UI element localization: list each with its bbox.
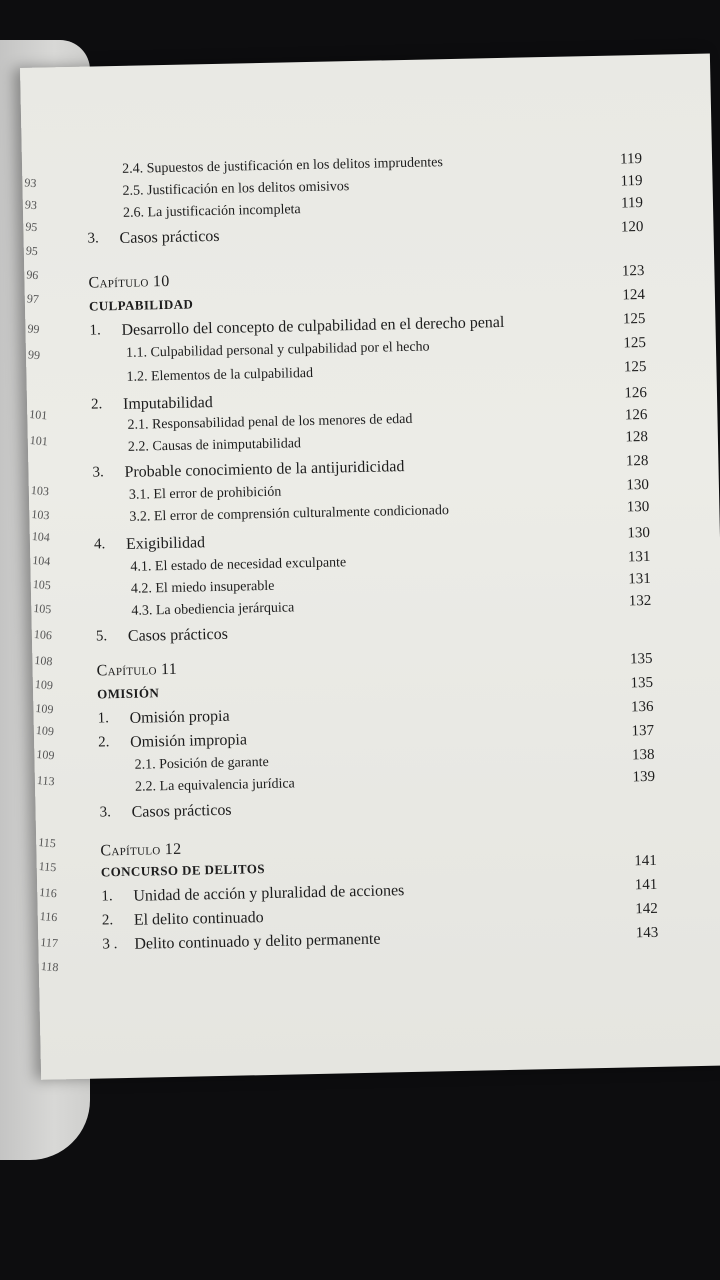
toc-entry-page: 138	[631, 746, 655, 764]
toc-entry-page: 119	[620, 194, 644, 212]
toc-entry-number: 5.	[95, 628, 108, 645]
margin-number: 101	[28, 406, 48, 423]
margin-number: 113	[36, 772, 56, 789]
toc-entry-number: 2.	[97, 734, 110, 751]
toc-entry-label: Casos prácticos	[127, 625, 229, 645]
toc-entry-page: 119	[620, 172, 643, 190]
toc-entry-page: 130	[627, 524, 651, 542]
toc-entry-label: Casos prácticos	[119, 227, 220, 247]
toc-entry-label: 3.1. El error de prohibición	[128, 484, 282, 503]
toc-entry-number: 2.	[90, 396, 103, 413]
toc-entry-label: 4.3. La obediencia jerárquica	[131, 600, 295, 619]
toc-entry-page: 143	[635, 924, 659, 942]
margin-number: 118	[40, 958, 59, 975]
margin-number: 106	[33, 626, 53, 643]
toc-entry-number: 1.	[89, 322, 101, 339]
toc-entry-page: 126	[624, 406, 648, 424]
toc-entry-number: 2.	[101, 912, 114, 929]
toc-entry-page: 125	[623, 334, 647, 352]
toc-entry-page: 130	[626, 498, 650, 516]
toc-entry-number: 3.	[92, 464, 104, 481]
toc-entry-label: Capítulo 11	[96, 660, 178, 680]
toc-entry-label: Casos prácticos	[131, 801, 232, 821]
toc-entry-label: Probable conocimiento de la antijuridicidad	[124, 458, 405, 481]
toc-entry-number: 1.	[101, 888, 113, 905]
margin-number: 93	[23, 175, 38, 191]
toc-entry-page: 132	[628, 592, 652, 610]
toc-entry-page: 124	[622, 286, 646, 304]
toc-entry-page: 137	[631, 722, 655, 740]
toc-entry-number: 1.	[97, 710, 110, 727]
margin-number: 99	[27, 347, 41, 363]
toc-entry-page: 119	[619, 150, 643, 168]
toc-entry-page: 131	[628, 570, 652, 588]
toc-entry-page: 139	[632, 768, 656, 786]
toc-entry-page: 125	[622, 310, 646, 328]
toc-entry-page: 130	[626, 476, 650, 494]
toc-entry-page: 131	[627, 548, 651, 566]
toc-entry-page: 142	[635, 900, 658, 918]
toc-entry-label: 2.5. Justificación en los delitos omisivos	[122, 179, 350, 199]
toc-entry-label: Omisión propia	[129, 707, 230, 727]
margin-number: 109	[35, 746, 55, 763]
toc-entry-page: 123	[621, 262, 645, 280]
toc-entry-page: 125	[623, 358, 647, 376]
toc-entry-label: Capítulo 12	[100, 840, 182, 860]
table-of-contents	[82, 150, 659, 953]
toc-entry-label: CULPABILIDAD	[88, 296, 194, 314]
toc-entry-page: 141	[634, 876, 658, 894]
toc-entry-page: 135	[630, 674, 654, 692]
toc-entry-number: 4.	[93, 536, 106, 553]
toc-entry-page: 135	[629, 650, 653, 668]
toc-entry-page: 141	[634, 852, 657, 870]
toc-entry-label: El delito continuado	[133, 909, 264, 929]
margin-number: 115	[37, 834, 57, 851]
toc-entry-label: Desarrollo del concepto de culpabilidad en el derecho penal	[121, 313, 505, 339]
margin-number: 95	[25, 243, 39, 259]
margin-number: 116	[39, 908, 58, 925]
toc-entry-label: CONCURSO DE DELITOS	[100, 861, 266, 880]
toc-entry-page: 120	[620, 218, 644, 236]
toc-entry-label: Delito continuado y delito permanente	[134, 930, 381, 953]
margin-number: 105	[32, 576, 52, 593]
margin-number: 101	[29, 432, 49, 449]
margin-number: 117	[39, 934, 59, 951]
margin-number: 104	[31, 528, 51, 545]
margin-number: 95	[24, 219, 38, 235]
toc-entry-label: Unidad de acción y pluralidad de acciones	[133, 882, 405, 905]
toc-entry-label: 3.2. El error de comprensión culturalmente condicionado	[129, 503, 450, 525]
margin-number: 93	[24, 197, 38, 213]
margin-number: 96	[25, 267, 39, 283]
toc-entry-page: 126	[624, 384, 648, 402]
margin-number: 105	[32, 600, 52, 617]
toc-entry-number: 3 .	[102, 936, 118, 953]
toc-entry-label: 2.2. Causas de inimputabilidad	[127, 436, 302, 455]
toc-entry-label: 4.2. El miedo insuperable	[130, 578, 275, 597]
toc-entry-label: 1.2. Elementos de la culpabilidad	[126, 365, 314, 385]
toc-entry-page: 128	[625, 452, 649, 470]
toc-entry-label: 1.1. Culpabilidad personal y culpabilidad por el hecho	[125, 339, 430, 361]
toc-entry-label: 2.2. La equivalencia jurídica	[134, 776, 295, 795]
toc-entry-label: 2.1. Responsabilidad penal de los menores de edad	[127, 411, 413, 433]
margin-number: 103	[30, 506, 50, 523]
margin-number: 115	[38, 858, 57, 875]
margin-number: 116	[38, 884, 58, 901]
toc-entry-label: OMISIÓN	[96, 685, 160, 702]
toc-entry-page: 128	[625, 428, 649, 446]
toc-entry-label: Capítulo 10	[88, 272, 170, 292]
margin-number: 103	[30, 482, 50, 499]
margin-number: 108	[33, 652, 54, 669]
margin-number: 104	[31, 552, 51, 569]
toc-entry-label: 2.1. Posición de garante	[134, 754, 269, 773]
toc-entry-label: 2.6. La justificación incompleta	[122, 202, 301, 221]
book-page	[20, 54, 720, 1080]
toc-entry-label: Imputabilidad	[122, 394, 213, 413]
toc-entry-number: 3.	[99, 804, 112, 821]
margin-number: 109	[34, 676, 54, 693]
toc-entry-number: 3.	[87, 230, 100, 247]
margin-number: 97	[26, 291, 40, 307]
margin-number: 99	[26, 321, 41, 337]
toc-entry-page: 136	[630, 698, 654, 716]
toc-entry-label: Exigibilidad	[125, 534, 206, 553]
toc-entry-label: 4.1. El estado de necesidad exculpante	[130, 555, 347, 575]
toc-entry-label: Omisión impropia	[129, 731, 248, 751]
toc-entry-label: 2.4. Supuestos de justificación en los delitos imprudentes	[121, 155, 444, 177]
margin-number: 109	[34, 700, 55, 717]
margin-number: 109	[35, 722, 55, 739]
